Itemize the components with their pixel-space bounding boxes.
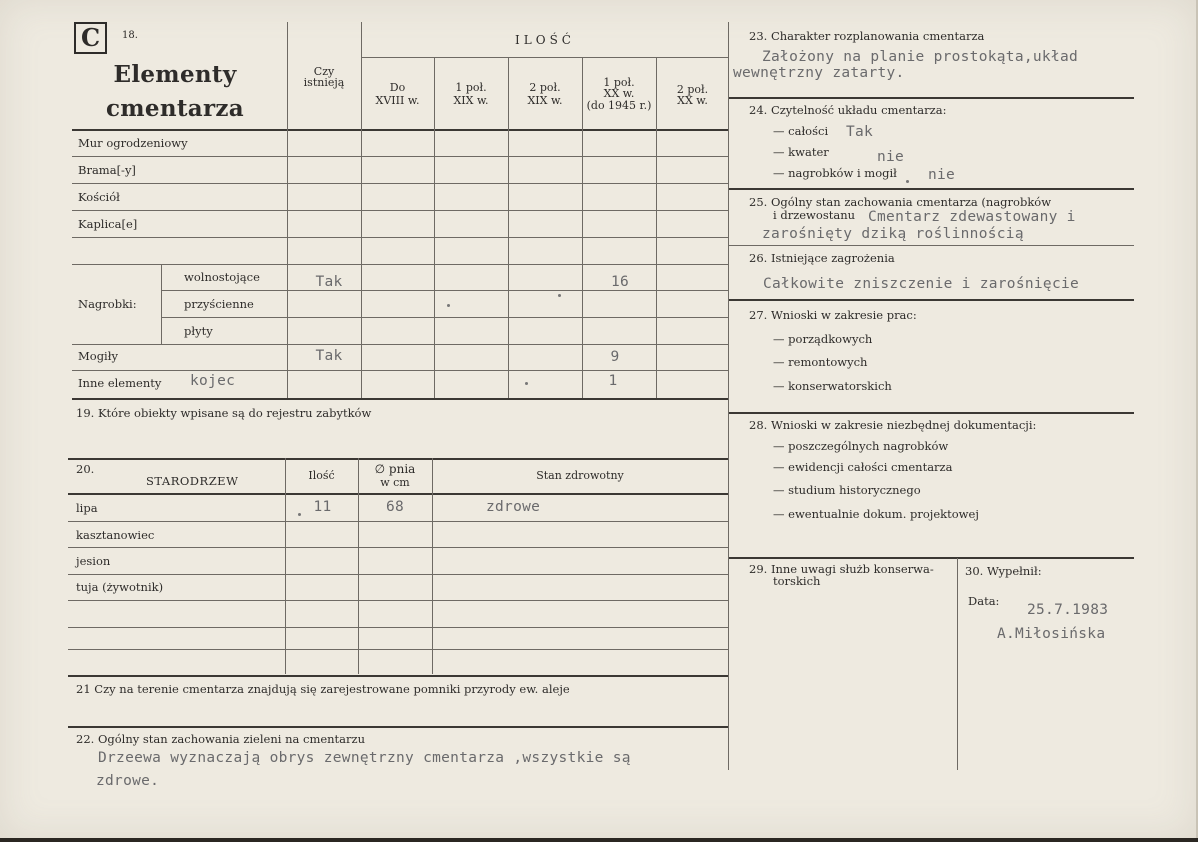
s24-nagrobkow-value: nie bbox=[928, 167, 956, 183]
s21-bottom-rule bbox=[68, 726, 728, 728]
row-label-wolnostojace: wolnostojące bbox=[184, 270, 260, 284]
s25-typed-line1: Cmentarz zdewastowany i bbox=[868, 209, 1076, 225]
s20-header-rule bbox=[68, 493, 728, 495]
s24-label: 24. Czytelność układu cmentarza: bbox=[749, 103, 947, 117]
tree-row-tuja: tuja (żywotnik) bbox=[76, 580, 164, 594]
s23-typed-line2: wewnętrzny zatarty. bbox=[733, 65, 905, 81]
period-2-line2: XIX w. bbox=[453, 94, 489, 107]
row-label-nagrobki: Nagrobki: bbox=[78, 297, 137, 311]
s25-label-line1: 25. Ogólny stan zachowania cmentarza (nagrobków bbox=[749, 195, 1052, 209]
period-1-line1: Do bbox=[389, 81, 406, 94]
column-divider bbox=[728, 22, 729, 770]
s20-row-rule bbox=[68, 521, 728, 522]
s20-row-rule bbox=[68, 627, 728, 628]
s20-title: STARODRZEW bbox=[146, 474, 239, 488]
s25-typed-line2: zarośnięty dziką roślinnością bbox=[762, 226, 1024, 242]
row-label-brama: Brama[-y] bbox=[78, 163, 136, 177]
mogily-count: 9 bbox=[610, 349, 620, 365]
s25-label-line2: i drzewostanu bbox=[773, 208, 856, 222]
nagrobki-divider bbox=[161, 264, 162, 344]
period-5-line2: XX w. bbox=[677, 94, 708, 107]
s23-typed-line1: Założony na planie prostokąta,układ bbox=[762, 49, 1079, 65]
wolnostojace-count: 16 bbox=[610, 274, 630, 290]
elements-title-line1: Elementy bbox=[113, 61, 237, 88]
s24-item-kwater: — kwater bbox=[773, 145, 829, 159]
s27-bottom-rule bbox=[729, 412, 1134, 414]
s22-label: 22. Ogólny stan zachowania zieleni na cmentarzu bbox=[76, 732, 365, 746]
s28-item-4: — ewentualnie dokum. projektowej bbox=[773, 507, 979, 521]
s20-row-rule bbox=[68, 547, 728, 548]
s23-bottom-rule bbox=[729, 97, 1134, 99]
s25-bottom-rule bbox=[729, 245, 1134, 246]
row-rule bbox=[72, 370, 728, 371]
row-rule bbox=[72, 156, 728, 157]
section-letter-box: C bbox=[74, 22, 107, 54]
ink-speck bbox=[525, 382, 528, 385]
s19-label: 19. Które obiekty wpisane są do rejestru zabytków bbox=[76, 406, 372, 420]
s28-bottom-rule bbox=[729, 557, 1134, 559]
s20-row-rule bbox=[68, 649, 728, 650]
row-label-kosciol: Kościół bbox=[78, 190, 120, 204]
s27-item-konserwatorskich: — konserwatorskich bbox=[773, 379, 892, 393]
s26-bottom-rule bbox=[729, 299, 1134, 301]
s28-item-3: — studium historycznego bbox=[773, 483, 921, 497]
lipa-phi: 68 bbox=[385, 499, 405, 515]
mogily-exists: Tak bbox=[315, 348, 343, 364]
s26-typed: Całkowite zniszczenie i zarośnięcie bbox=[763, 276, 1080, 292]
lipa-stan: zdrowe bbox=[486, 499, 541, 515]
elements-title-line2: cmentarza bbox=[105, 95, 244, 122]
row-rule bbox=[72, 237, 728, 238]
table-bottom-rule bbox=[72, 398, 728, 400]
s22-typed-line1: Drzeewa wyznaczają obrys zewnętrzny cmentarza ,wszystkie są bbox=[98, 750, 631, 766]
s20-col-stan: Stan zdrowotny bbox=[536, 469, 624, 482]
period-4-line3: (do 1945 r.) bbox=[586, 99, 652, 112]
s23-label: 23. Charakter rozplanowania cmentarza bbox=[749, 29, 985, 43]
tree-row-lipa: lipa bbox=[76, 501, 98, 515]
s20-top-rule bbox=[68, 458, 728, 460]
ilosc-header: ILOŚĆ bbox=[515, 33, 575, 47]
s28-item-1: — poszczególnych nagrobków bbox=[773, 439, 949, 453]
s20-col-phi-line1: ∅ pnia bbox=[374, 462, 416, 476]
s20-col-divider bbox=[358, 458, 359, 674]
s29-label-line2: torskich bbox=[773, 574, 821, 588]
row-label-przyscienne: przyścienne bbox=[184, 297, 254, 311]
s30-name: A.Miłosińska bbox=[997, 626, 1106, 642]
s20-row-rule bbox=[68, 574, 728, 575]
row-label-mogily: Mogiły bbox=[78, 349, 118, 363]
period-3-line1: 2 poł. bbox=[529, 81, 561, 94]
row-rule bbox=[72, 183, 728, 184]
row-label-mur: Mur ogrodzeniowy bbox=[78, 136, 188, 150]
s24-calosci-value: Tak bbox=[846, 124, 874, 140]
wolnostojace-exists: Tak bbox=[315, 274, 343, 290]
row-label-inne: Inne elementy bbox=[78, 376, 162, 390]
s20-col-phi-line2: w cm bbox=[380, 476, 410, 489]
col-divider bbox=[582, 57, 583, 398]
col-exists-line1: Czy bbox=[313, 65, 335, 78]
col-divider bbox=[656, 57, 657, 398]
col-divider bbox=[434, 57, 435, 398]
period-1-line2: XVIII w. bbox=[375, 94, 420, 107]
s30-data-label: Data: bbox=[968, 594, 1000, 608]
period-4-line1: 1 poł. bbox=[603, 76, 635, 89]
tree-row-jesion: jesion bbox=[76, 554, 111, 568]
s20-row-rule bbox=[68, 600, 728, 601]
period-3-line2: XIX w. bbox=[527, 94, 563, 107]
row-rule bbox=[72, 210, 728, 211]
row-label-kaplica: Kaplica[e] bbox=[78, 217, 138, 231]
ilosc-rule bbox=[362, 57, 728, 58]
col-divider bbox=[508, 57, 509, 398]
period-2-line1: 1 poł. bbox=[455, 81, 487, 94]
inne-count: 1 bbox=[608, 373, 618, 389]
ink-speck bbox=[298, 513, 301, 516]
s29-label-line1: 29. Inne uwagi służb konserwa- bbox=[749, 562, 934, 576]
s27-label: 27. Wnioski w zakresie prac: bbox=[749, 308, 917, 322]
lipa-ilosc: 11 bbox=[313, 499, 332, 515]
s22-typed-line2: zdrowe. bbox=[96, 773, 160, 789]
s21-label: 21 Czy na terenie cmentarza znajdują się zarejestrowane pomniki przyrody ew. aleje bbox=[76, 682, 570, 696]
row-rule bbox=[72, 344, 728, 345]
section-number: 18. bbox=[122, 30, 138, 41]
ink-speck bbox=[906, 180, 909, 183]
s28-label: 28. Wnioski w zakresie niezbędnej dokumentacji: bbox=[749, 418, 1037, 432]
s27-item-remontowych: — remontowych bbox=[773, 355, 868, 369]
inne-name: kojec bbox=[190, 373, 236, 389]
s24-kwater-value: nie bbox=[877, 149, 905, 165]
s20-col-divider bbox=[285, 458, 286, 674]
s30-label: 30. Wypełnił: bbox=[965, 564, 1042, 578]
row-rule bbox=[72, 264, 728, 265]
s24-item-calosci: — całości bbox=[773, 124, 829, 138]
header-rule bbox=[72, 129, 728, 131]
s20-bottom-rule bbox=[68, 675, 728, 677]
s27-item-porzadkowych: — porządkowych bbox=[773, 332, 873, 346]
period-5-line1: 2 poł. bbox=[676, 83, 709, 96]
ink-speck bbox=[558, 294, 561, 297]
s20-col-divider bbox=[432, 458, 433, 674]
col-exists-line2: istnieją bbox=[303, 76, 345, 89]
row-rule bbox=[161, 317, 728, 318]
s29-s30-divider bbox=[957, 558, 958, 770]
s20-number: 20. bbox=[76, 462, 95, 476]
period-4-line2: XX w. bbox=[603, 87, 635, 100]
s24-item-nagrobkow: — nagrobków i mogił bbox=[773, 166, 897, 180]
s24-bottom-rule bbox=[729, 188, 1134, 190]
s26-label: 26. Istniejące zagrożenia bbox=[749, 251, 895, 265]
s30-date: 25.7.1983 bbox=[1027, 602, 1109, 618]
ink-speck bbox=[447, 304, 450, 307]
row-label-plyty: płyty bbox=[184, 324, 213, 338]
s28-item-2: — ewidencji całości cmentarza bbox=[773, 460, 953, 474]
s20-col-ilosc: Ilość bbox=[308, 469, 335, 482]
tree-row-kasztanowiec: kasztanowiec bbox=[76, 528, 155, 542]
